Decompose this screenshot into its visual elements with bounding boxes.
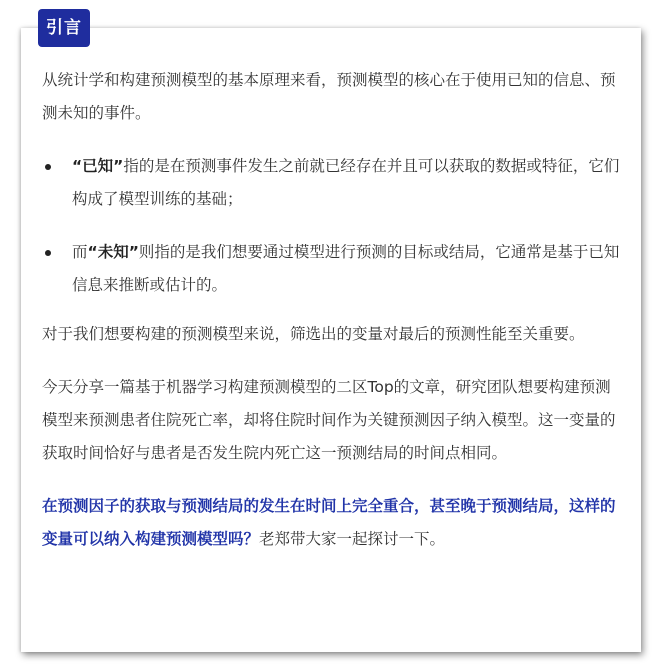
question-paragraph (42, 490, 626, 556)
bullet-text: 则指的是我们想要通过模型进行预测的目标或结局，它通常是基于已知信息来推断或估计的。 (72, 243, 620, 294)
term-known: “已知” (72, 157, 124, 175)
bullet-dot-icon (45, 250, 51, 256)
question-followup: 老郑带大家一起探讨一下。 (259, 530, 446, 548)
intro-paragraph: 从统计学和构建预测模型的基本原理来看，预测模型的核心在于使用已知的信息、预测未知的事件。 (42, 71, 616, 122)
bullet-item-known (42, 150, 626, 216)
bullet-text: 指的是在预测事件发生之前就已经存在并且可以获取的数据或特征，它们构成了模型训练的基础； (72, 157, 620, 208)
article-summary-paragraph: 今天分享一篇基于机器学习构建预测模型的二区Top的文章，研究团队想要构建预测模型来预测患者住院死亡率，却将住院时间作为关键预测因子纳入模型。这一变量的获取时间恰好与患者是否发生院内死亡这一预测结局的时间点相同。 (42, 378, 616, 462)
variable-importance-paragraph: 对于我们想要构建的预测模型来说，筛选出的变量对最后的预测性能至关重要。 (42, 325, 585, 343)
article-content (42, 64, 626, 556)
term-unknown: “未知” (87, 243, 139, 261)
highlight-question: 在预测因子的获取与预测结局的发生在时间上完全重合，甚至晚于预测结局，这样的变量可以纳入构建预测模型吗？ (42, 497, 616, 548)
bullet-prefix: 而 (72, 243, 88, 261)
bullet-dot-icon (45, 164, 51, 170)
bullet-list (42, 150, 626, 302)
section-tag: 引言 (38, 9, 90, 47)
bullet-item-unknown (42, 236, 626, 302)
